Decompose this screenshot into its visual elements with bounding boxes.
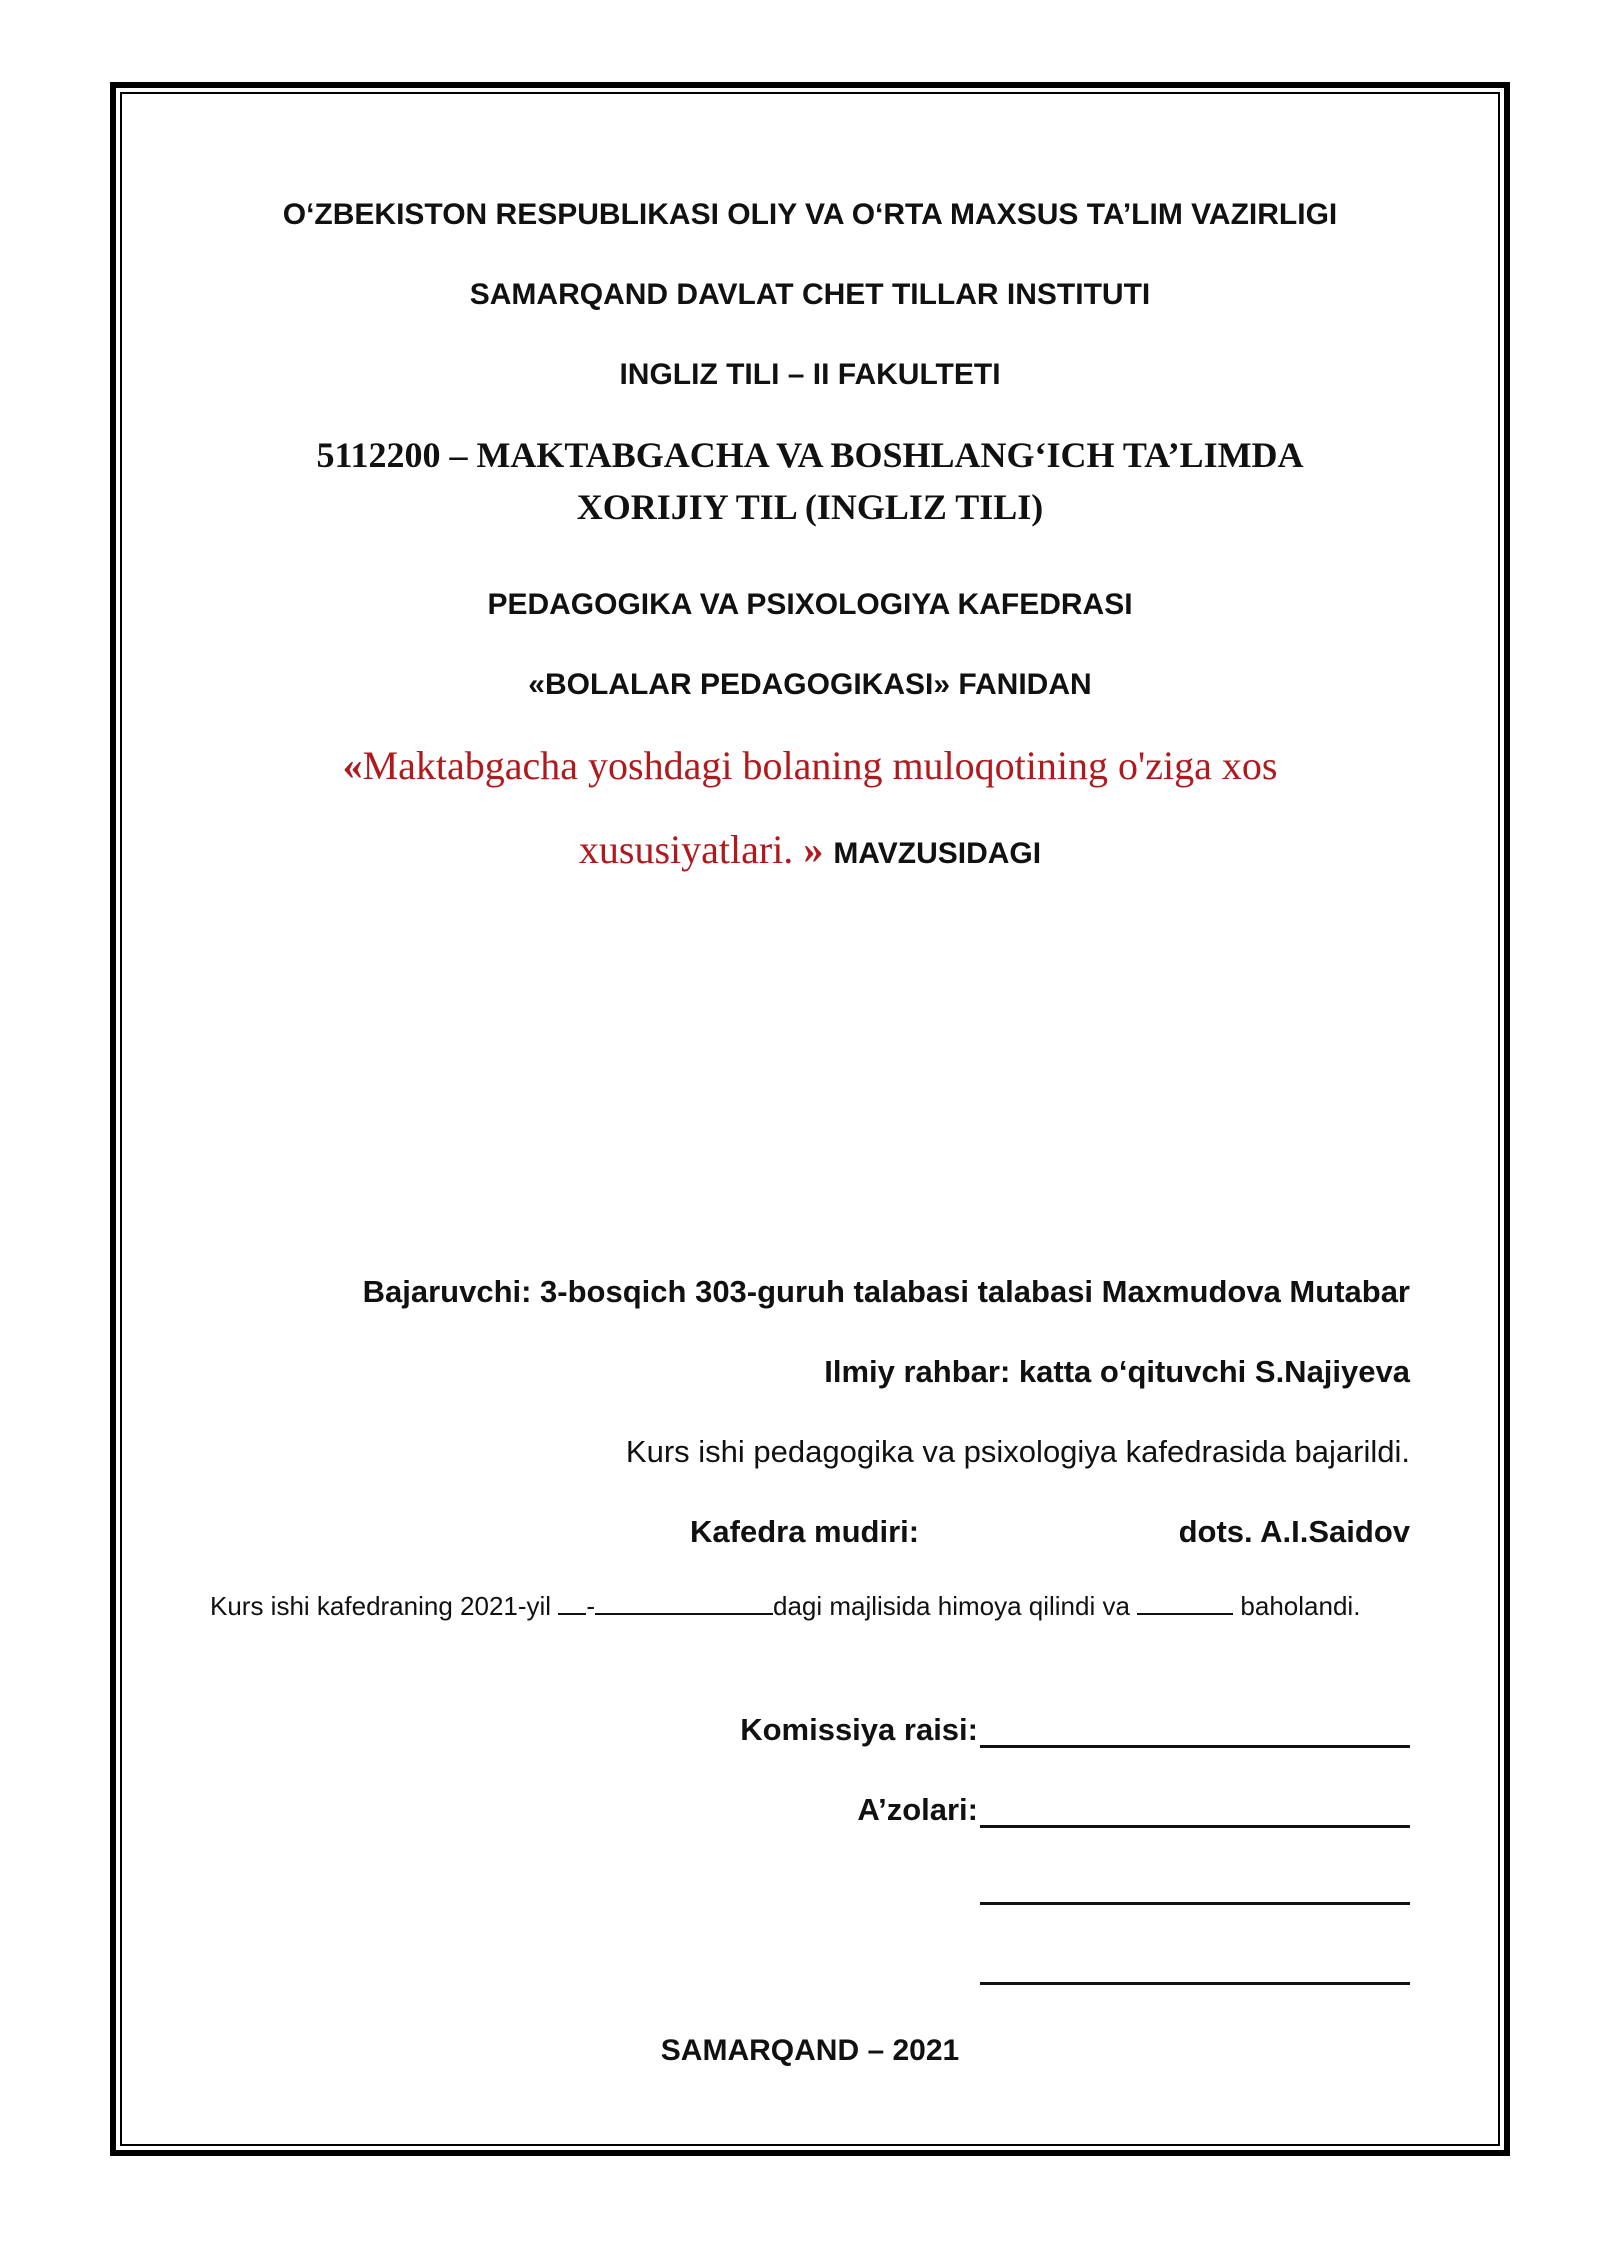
commission-members-row [857, 1792, 1410, 1828]
commission-chair-row [740, 1712, 1410, 1748]
performer-line: Bajaruvchi: 3-bosqich 303-guruh talabasi talabasi Maxmudova Mutabar [362, 1274, 1410, 1309]
month-blank [595, 1589, 773, 1615]
defense-text-3: baholandi. [1240, 1591, 1361, 1621]
member-signature-row-3 [978, 1952, 1410, 1985]
member-signature-line-1 [980, 1795, 1410, 1828]
commission-chair-signature-line [980, 1715, 1410, 1748]
head-of-department-name: dots. A.I.Saidov [1178, 1514, 1410, 1549]
grade-blank [1137, 1589, 1233, 1615]
topic-suffix: MAVZUSIDAGI [833, 837, 1042, 870]
defense-statement: Kurs ishi kafedraning 2021-yil - dagi majlisida himoya qilindi va baholandi. [210, 1591, 1361, 1621]
topic-open-quote: « [342, 743, 363, 788]
specialty-line-2: XORIJIY TIL (INGLIZ TILI) [576, 487, 1044, 527]
member-signature-line-2 [980, 1872, 1410, 1905]
ministry-title: O‘ZBEKISTON RESPUBLIKASI OLIY VA O‘RTA MAXSUS TA’LIM VAZIRLIGI [282, 198, 1338, 231]
topic-line-2 [120, 826, 1500, 873]
subject-title: «BOLALAR PEDAGOGIKASI» FANIDAN [528, 668, 1092, 701]
day-blank [558, 1589, 586, 1615]
member-signature-row-2 [978, 1872, 1410, 1905]
faculty-title: INGLIZ TILI – II FAKULTETI [619, 358, 1001, 391]
topic-line-1 [120, 742, 1500, 789]
head-of-department-label: Kafedra mudiri: [690, 1514, 920, 1549]
commission-chair-label: Komissiya raisi: [740, 1712, 978, 1747]
defense-text-2: dagi majlisida himoya qilindi va [772, 1591, 1130, 1621]
institute-title: SAMARQAND DAVLAT CHET TILLAR INSTITUTI [469, 278, 1151, 311]
department-title: PEDAGOGIKA VA PSIXOLOGIYA KAFEDRASI [487, 588, 1133, 621]
commission-members-label: A’zolari: [857, 1792, 978, 1827]
page-border-inner [120, 92, 1500, 2146]
topic-close-quote: » [803, 827, 824, 872]
topic-text-2: xususiyatlari. [578, 827, 804, 872]
supervisor-line: Ilmiy rahbar: katta o‘qituvchi S.Najiyeva [824, 1354, 1410, 1389]
member-signature-line-3 [980, 1952, 1410, 1985]
completed-note: Kurs ishi pedagogika va psixologiya kafedrasida bajarildi. [625, 1434, 1410, 1469]
specialty-line-1: 5112200 – MAKTABGACHA VA BOSHLANG‘ICH TA’LIMDA [316, 435, 1304, 475]
defense-text-1: Kurs ishi kafedraning 2021-yil [210, 1591, 552, 1621]
city-year: SAMARQAND – 2021 [660, 2034, 960, 2067]
topic-text-1: Maktabgacha yoshdagi bolaning muloqotining o'ziga xos [362, 743, 1278, 788]
